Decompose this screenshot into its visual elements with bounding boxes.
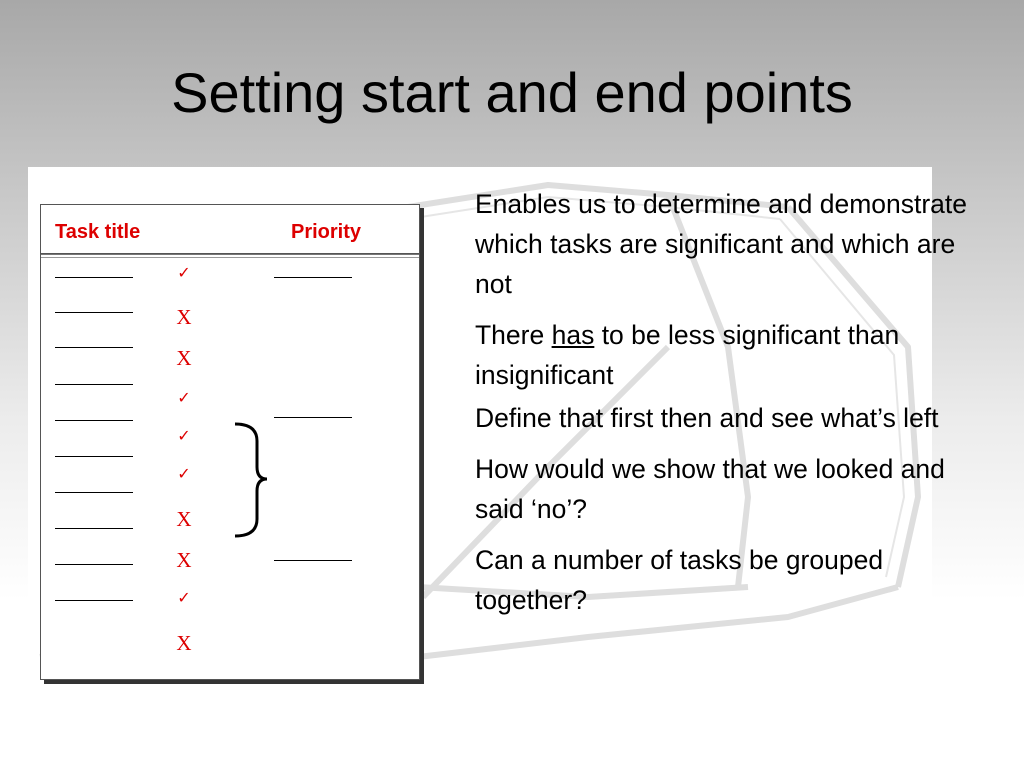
task-priority-card [40, 204, 420, 680]
bullet-item [475, 315, 975, 395]
task-blank-line [55, 420, 133, 421]
cross-mark: X [176, 305, 192, 329]
priority-blank-line [274, 277, 352, 278]
task-blank-line [55, 600, 133, 601]
task-blank-line [55, 347, 133, 348]
grouping-brace [229, 421, 269, 539]
bullet-item: Enables us to determine and demonstrate which tasks are significant and which are not [475, 189, 968, 299]
bullet-item: Define that first then and see what’s left [475, 403, 939, 433]
bullet-item: Can a number of tasks be grouped together? [475, 545, 884, 615]
task-blank-line [55, 456, 133, 457]
task-blank-line [55, 528, 133, 529]
task-card-header [41, 205, 419, 254]
slide-title: Setting start and end points [171, 61, 853, 124]
cross-mark: X [176, 548, 192, 572]
tick-mark: ✓ [177, 265, 191, 282]
task-title-header: Task title [55, 221, 141, 243]
tick-mark: ✓ [177, 390, 191, 407]
task-blank-line [55, 384, 133, 385]
priority-blank-line [274, 417, 352, 418]
priority-blank-line [274, 560, 352, 561]
task-blank-line [55, 277, 133, 278]
bullet-text-post: to be less significant than insignificant [475, 320, 900, 390]
tick-mark: ✓ [177, 590, 191, 607]
bullet-list [475, 184, 975, 631]
task-blank-line [55, 312, 133, 313]
cross-mark: X [176, 631, 192, 655]
cross-mark: X [176, 346, 192, 370]
bullet-text-pre: There [475, 320, 552, 350]
tick-mark: ✓ [177, 428, 191, 445]
priority-header: Priority [291, 221, 362, 243]
tick-mark: ✓ [177, 466, 191, 483]
task-blank-line [55, 564, 133, 565]
task-blank-line [55, 492, 133, 493]
bullet-item: How would we show that we looked and said ‘no’? [475, 454, 945, 524]
bullet-emphasis: has [551, 320, 595, 350]
cross-mark: X [176, 507, 192, 531]
